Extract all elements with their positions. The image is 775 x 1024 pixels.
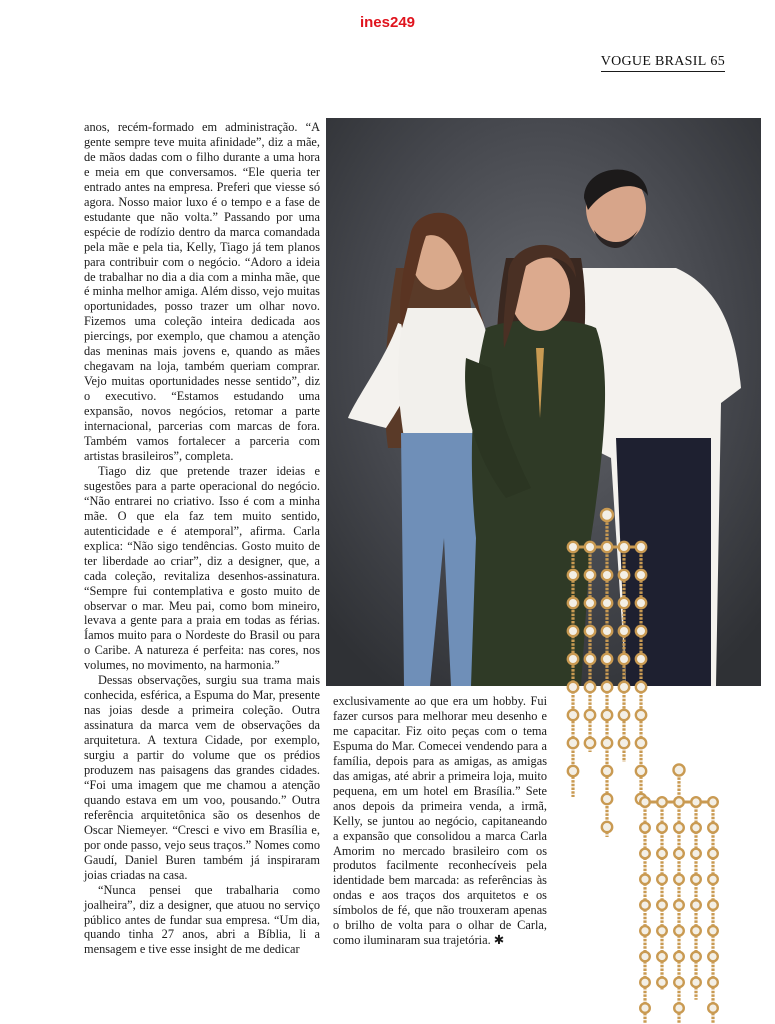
diamond-stone [691, 849, 701, 859]
diamond-stone [619, 682, 629, 692]
diamond-stone [708, 926, 718, 936]
diamond-stone [708, 900, 718, 910]
diamond-stone [601, 509, 613, 521]
diamond-stone [636, 682, 646, 692]
diamond-stone [674, 823, 684, 833]
diamond-stone [636, 738, 646, 748]
diamond-stone [674, 849, 684, 859]
diamond-stone [636, 598, 646, 608]
diamond-stone [674, 978, 684, 988]
diamond-stone [674, 874, 684, 884]
diamond-stone [602, 710, 612, 720]
diamond-stone [585, 738, 595, 748]
diamond-stone [640, 926, 650, 936]
diamond-stone [636, 766, 646, 776]
diamond-stone [640, 849, 650, 859]
paragraph-4: “Nunca pensei que trabalharia como joalheira”, diz a designer, que atuou no serviço público antes de fundar sua empresa. “Um dia, quando tinha 27 anos, abri a Bíblia, li a mensagem e tive esse insight de me dedicar [84, 882, 320, 957]
watermark: ines249 [359, 14, 416, 31]
diamond-stone [568, 542, 578, 552]
diamond-stone [636, 710, 646, 720]
diamond-stone [691, 797, 701, 807]
diamond-stone [568, 710, 578, 720]
page-folio [601, 54, 725, 72]
diamond-stone [602, 794, 612, 804]
magazine-name: VOGUE BRASIL [600, 54, 707, 69]
article-column-2 [333, 694, 547, 948]
paragraph-1: anos, recém-formado em administração. “A gente sempre teve muita afinidade”, diz a mãe, de mãos dadas com o filho durante a uma hora e meia em que conversamos. “Ele queria ter entrado antes na empresa. Preferi que viesse só agora. Nosso maior luxo é o tempo e a fase de estudante que não volta.” Passando por uma espécie de rodízio dentro da marca comandada pela mãe e pela tia, Kelly, Tiago já tem planos para contribuir com o negócio. “Adoro a ideia de trabalhar no dia a dia com a minha mãe, que é minha melhor amiga. Além disso, vejo muitas oportunidades, posso trazer um olhar novo. Fizemos uma coleção inteira dedicada aos piercings, por exemplo, que chamou a atenção das meninas mais jovens e, quando as mães chegavam na loja, também queriam comprar. Vejo muitas oportunidades nesse sentido”, diz o executivo. “Estamos estudando uma expansão, novos negócios, retomar a parte internacional, parcerias com marcas de fora. Também vamos fortalecer a parceria com artistas brasileiros”, completa. [84, 120, 320, 463]
diamond-stone [674, 952, 684, 962]
diamond-stone [691, 926, 701, 936]
diamond-stone [619, 542, 629, 552]
diamond-stone [640, 978, 650, 988]
diamond-stone [657, 926, 667, 936]
diamond-stone [708, 797, 718, 807]
diamond-stone [640, 900, 650, 910]
diamond-stone [708, 1003, 718, 1013]
diamond-stone [673, 764, 684, 775]
diamond-stone [585, 710, 595, 720]
diamond-stone [568, 598, 578, 608]
diamond-stone [640, 1003, 650, 1013]
diamond-stone [619, 598, 629, 608]
diamond-stone [585, 542, 595, 552]
diamond-stone [602, 738, 612, 748]
diamond-stone [568, 654, 578, 664]
diamond-stone [691, 952, 701, 962]
diamond-stone [602, 570, 612, 580]
diamond-stone [568, 626, 578, 636]
diamond-stone [602, 766, 612, 776]
end-mark: ✱ [493, 933, 505, 948]
diamond-stone [585, 570, 595, 580]
diamond-stone [708, 823, 718, 833]
diamond-stone [657, 978, 667, 988]
diamond-stone [708, 849, 718, 859]
diamond-stone [657, 823, 667, 833]
diamond-stone [657, 952, 667, 962]
diamond-stone [636, 570, 646, 580]
diamond-stone [619, 738, 629, 748]
diamond-stone [708, 952, 718, 962]
diamond-stone [640, 797, 650, 807]
paragraph-5 [333, 694, 547, 948]
paragraph-3: Dessas observações, surgiu sua trama mais conhecida, esférica, a Espuma do Mar, presente nas joias desde a primeira coleção. Outra assinatura da marca vem de observações da arquitetura. A textura Cidade, por exemplo, surgiu a partir do volume que os prédios produzem nas paisagens das grandes cidades. “Foi uma imagem que me chamou a atenção quando estava em um voo, pousando.” Outra referência arquitetônica são os desenhos de Oscar Niemeyer. “Cresci e vivo em Brasília e, por onde passo, vejo seus traços.” Nomes como Gaudí, Daniel Buren também já inspiraram joias criadas na casa. [84, 673, 320, 882]
earring-lower [640, 764, 718, 1024]
diamond-stone [636, 542, 646, 552]
diamond-stone [602, 682, 612, 692]
diamond-stone [657, 797, 667, 807]
earring-upper [568, 509, 646, 837]
diamond-stone [708, 978, 718, 988]
diamond-stone [568, 738, 578, 748]
diamond-stone [636, 626, 646, 636]
diamond-stone [619, 710, 629, 720]
diamond-stone [657, 874, 667, 884]
diamond-stone [691, 900, 701, 910]
diamond-stone [585, 682, 595, 692]
diamond-stone [585, 626, 595, 636]
gold-diamond-earrings-image [556, 500, 775, 1024]
diamond-stone [602, 822, 612, 832]
paragraph-2: Tiago diz que pretende trazer ideias e sugestões para a parte operacional do negócio. “Não entrarei no criativo. Isso é com a minha mãe. O que ela faz tem muito sentido, autenticidade e é atemporal”, afirma. Carla explica: “Não sigo tendências. Gosto muito de ter liberdade ao criar”, diz a designer, que, a cada coleção, revitaliza desenhos-assinatura. “Sempre fui contemplativa e gosto muito de observar o mar. Meu pai, como bom mineiro, levava a gente para a praia em todas as férias. Íamos muito para o Nordeste do Brasil ou para o Caribe. A natureza é perfeita: nas cores, nos volumes, no movimento, na harmonia.” [84, 463, 320, 673]
diamond-stone [657, 900, 667, 910]
diamond-stone [619, 654, 629, 664]
diamond-stone [640, 874, 650, 884]
diamond-stone [619, 570, 629, 580]
diamond-stone [674, 900, 684, 910]
diamond-stone [640, 952, 650, 962]
diamond-stone [619, 626, 629, 636]
diamond-stone [674, 797, 684, 807]
page-number: 65 [710, 54, 725, 69]
diamond-stone [691, 823, 701, 833]
diamond-stone [568, 766, 578, 776]
diamond-stone [602, 542, 612, 552]
diamond-stone [636, 654, 646, 664]
diamond-stone [674, 926, 684, 936]
diamond-stone [568, 682, 578, 692]
diamond-stone [568, 570, 578, 580]
diamond-stone [674, 1003, 684, 1013]
diamond-stone [602, 654, 612, 664]
diamond-stone [640, 823, 650, 833]
diamond-stone [708, 874, 718, 884]
diamond-stone [585, 654, 595, 664]
article-column-1 [84, 120, 320, 957]
diamond-stone [585, 598, 595, 608]
diamond-stone [602, 626, 612, 636]
diamond-stone [657, 849, 667, 859]
diamond-stone [691, 874, 701, 884]
diamond-stone [691, 978, 701, 988]
paragraph-5-text: exclusivamente ao que era um hobby. Fui fazer cursos para melhorar meu desenho e me capacitar. Fiz oito peças com o tema Espuma do Mar. Comecei vendendo para a família, depois para as amigas, as amigas das amigas, até abrir a primeira loja, muito pequena, em um hotel em Brasília.” Sete anos depois da primeira venda, a irmã, Kelly, se juntou ao negócio, capitaneando a expansão que consolidou a marca Carla Amorim no mercado brasileiro com os produtos facilmente reconhecíveis pela identidade bem marcada: as referências às ondas e aos traços dos arquitetos e os símbolos de fé, que não trouxeram apenas o brilho de volta para o olhar de Carla, como iluminaram sua trajetória. [333, 694, 547, 948]
diamond-stone [602, 598, 612, 608]
